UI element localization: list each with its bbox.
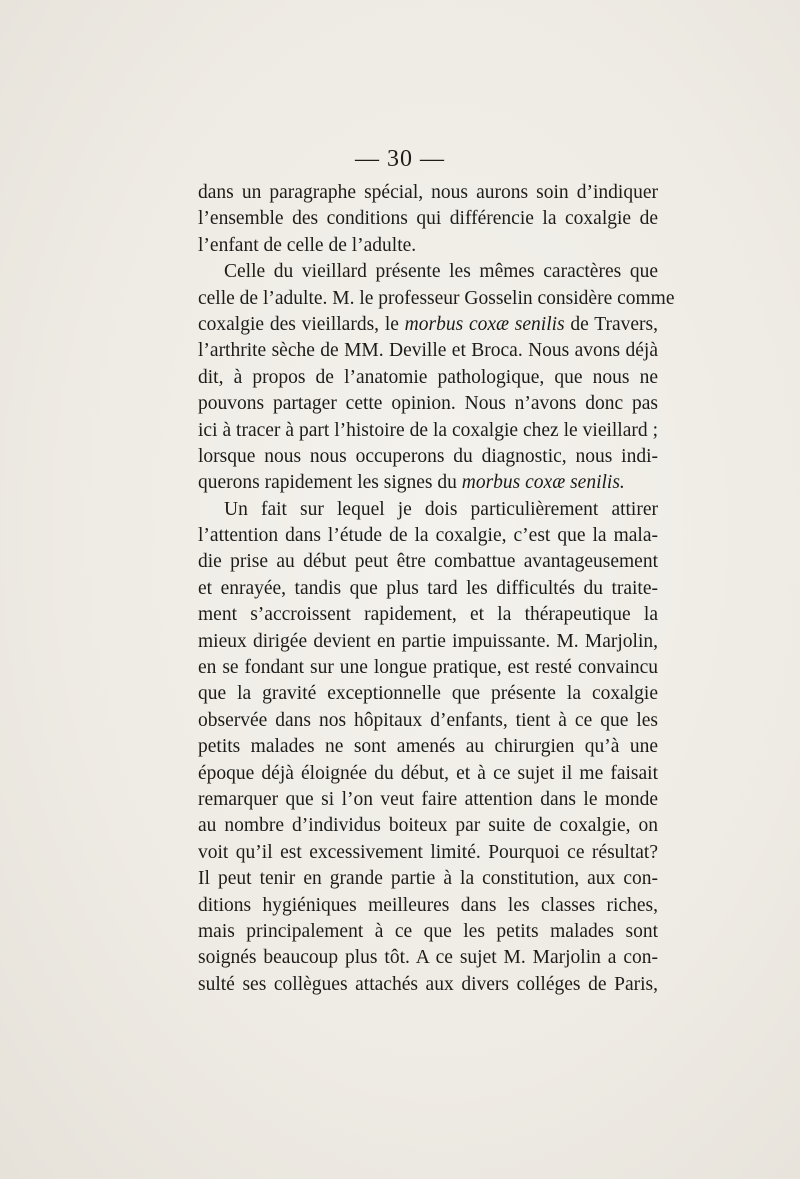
italic-text: morbus coxæ senilis. xyxy=(461,472,625,494)
text-run: ment s’accroissent rapidement, et la thérapeutique la xyxy=(198,604,658,626)
text-run: pouvons partager cette opinion. Nous n’avons donc pas xyxy=(198,393,658,415)
text-line xyxy=(198,893,658,919)
page-number: — 30 — xyxy=(355,146,445,172)
text-run: l’attention dans l’étude de la coxalgie, c’est que la mala- xyxy=(198,525,658,547)
text-line xyxy=(198,945,658,971)
text-run: celle de l’adulte. M. le professeur Gosselin considère comme xyxy=(198,287,675,309)
text-run: au nombre d’individus boiteux par suite de coxalgie, on xyxy=(198,815,658,837)
text-line xyxy=(198,919,658,945)
text-line xyxy=(198,286,675,312)
text-line xyxy=(198,312,658,338)
text-line xyxy=(198,418,658,444)
text-run: époque déjà éloignée du début, et à ce sujet il me faisait xyxy=(198,762,658,784)
text-line xyxy=(198,470,658,496)
text-line xyxy=(198,813,658,839)
text-run: petits malades ne sont amenés au chirurgien qu’à une xyxy=(198,736,658,758)
text-line xyxy=(198,787,658,813)
text-line xyxy=(198,259,658,285)
text-run: remarquer que si l’on veut faire attention dans le monde xyxy=(198,788,658,810)
text-run: Il peut tenir en grande partie à la constitution, aux con- xyxy=(198,868,658,890)
text-line xyxy=(198,391,658,417)
text-run: dans un paragraphe spécial, nous aurons soin d’indiquer xyxy=(198,182,658,203)
text-run: die prise au début peut être combattue avantageusement xyxy=(198,551,658,573)
text-line xyxy=(198,655,658,681)
text-run: Celle du vieillard présente les mêmes caractères que xyxy=(224,261,658,283)
text-run: que la gravité exceptionnelle que présente la coxalgie xyxy=(198,683,658,705)
body-text xyxy=(198,180,675,998)
text-line xyxy=(198,602,658,628)
text-run: mieux dirigée devient en partie impuissante. M. Marjolin, xyxy=(198,630,658,652)
text-line xyxy=(198,549,658,575)
text-run: observée dans nos hôpitaux d’enfants, tient à ce que les xyxy=(198,709,658,731)
text-run: ici à tracer à part l’histoire de la coxalgie chez le vieillard ; xyxy=(198,419,658,441)
text-run: sulté ses collègues attachés aux divers colléges de Paris, xyxy=(198,973,658,995)
text-line xyxy=(198,734,658,760)
text-run: coxalgie des vieillards, le xyxy=(198,313,405,335)
text-run: l’ensemble des conditions qui différencie la coxalgie de xyxy=(198,208,658,230)
text-line xyxy=(198,761,658,787)
text-run: querons rapidement les signes du xyxy=(198,472,462,494)
text-run: ditions hygiéniques meilleures dans les classes riches, xyxy=(198,894,658,916)
text-line xyxy=(198,523,658,549)
text-line xyxy=(198,576,658,602)
text-run: et enrayée, tandis que plus tard les difficultés du traite- xyxy=(198,577,658,599)
text-line xyxy=(198,206,658,232)
text-line xyxy=(198,497,658,523)
text-run: Un fait sur lequel je dois particulièrement attirer xyxy=(224,498,658,520)
text-run: l’enfant de celle de l’adulte. xyxy=(198,234,417,256)
text-line xyxy=(198,338,658,364)
text-line xyxy=(198,233,658,259)
text-run: lorsque nous nous occuperons du diagnostic, nous indi- xyxy=(198,445,658,467)
text-run: soignés beaucoup plus tôt. A ce sujet M. Marjolin a con- xyxy=(198,947,658,969)
text-line xyxy=(198,681,658,707)
text-line xyxy=(198,972,658,998)
text-line xyxy=(198,444,658,470)
text-line xyxy=(198,365,658,391)
text-line xyxy=(198,629,658,655)
text-run: de Travers, xyxy=(564,313,658,335)
text-run: en se fondant sur une longue pratique, est resté convaincu xyxy=(198,657,658,679)
text-line xyxy=(198,708,658,734)
text-run: mais principalement à ce que les petits malades sont xyxy=(198,920,658,942)
text-line xyxy=(198,866,658,892)
text-run: voit qu’il est excessivement limité. Pourquoi ce résultat? xyxy=(198,841,658,863)
italic-text: morbus coxæ senilis xyxy=(404,313,565,335)
text-line xyxy=(198,180,658,206)
text-run: dit, à propos de l’anatomie pathologique, que nous ne xyxy=(198,366,658,388)
text-line xyxy=(198,840,658,866)
text-run: l’arthrite sèche de MM. Deville et Broca. Nous avons déjà xyxy=(198,340,658,362)
